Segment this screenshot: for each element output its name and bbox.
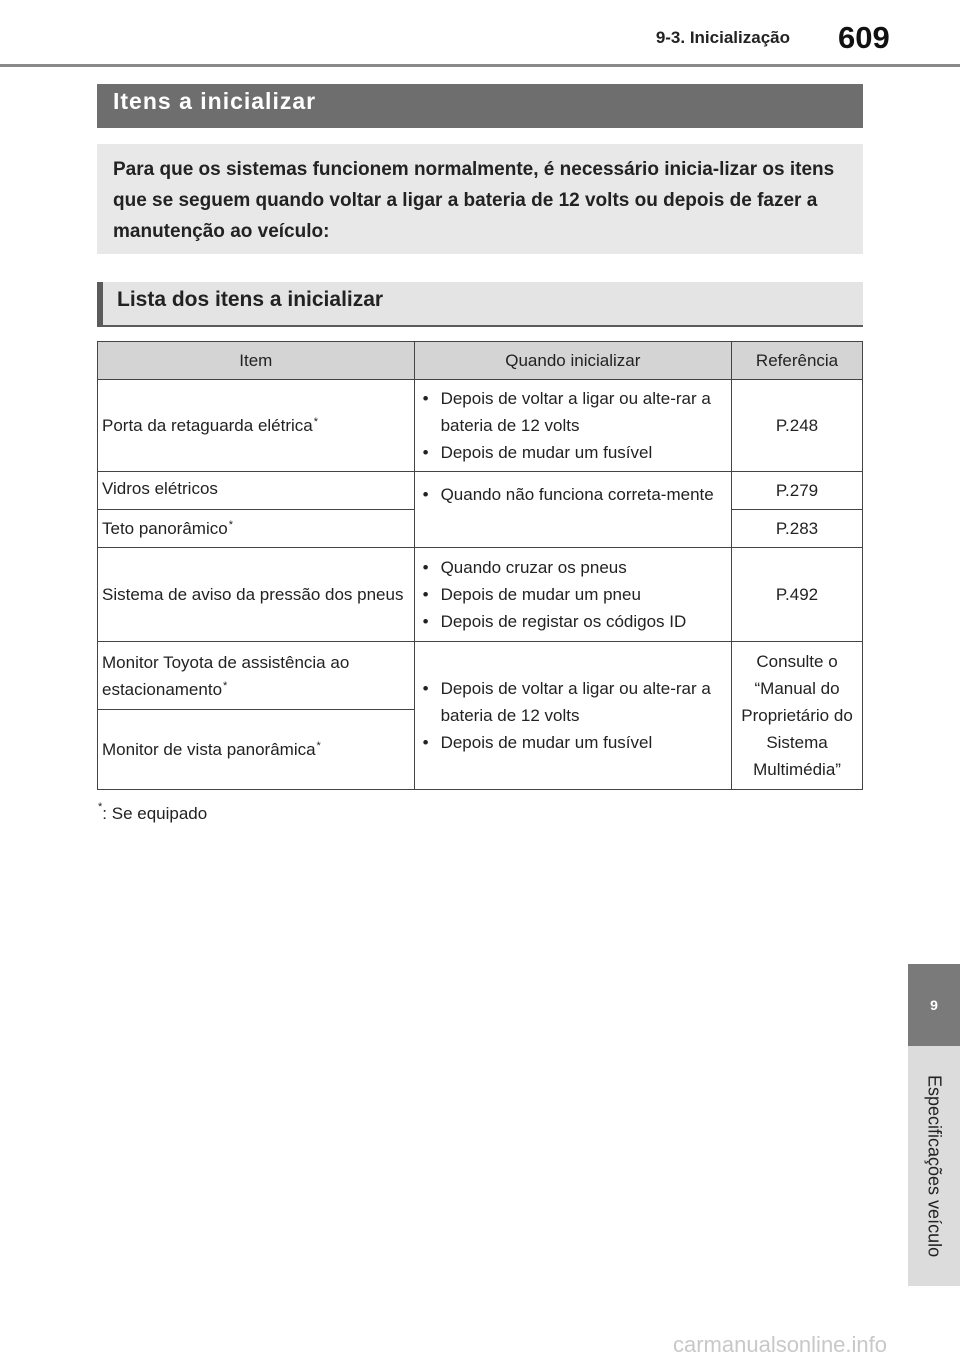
intro-box (97, 144, 863, 254)
subheading-bar (97, 282, 863, 327)
when-list (419, 385, 727, 466)
table-row (98, 642, 863, 710)
initialization-table (97, 341, 863, 790)
footnote-text: : Se equipado (102, 804, 208, 823)
item-name: Vidros elétricos (102, 479, 218, 498)
item-cell (98, 510, 415, 548)
when-list (419, 554, 727, 635)
list-item: • Depois de registar os códigos ID (419, 608, 727, 635)
reference-cell: P.248 (732, 380, 863, 472)
list-item: • Depois de voltar a ligar ou alte-rar a bateria de 12 volts (419, 385, 727, 439)
list-item: • Depois de mudar um fusível (419, 729, 727, 756)
when-list (419, 481, 727, 508)
when-cell (414, 642, 731, 790)
section-title: Itens a inicializar (113, 88, 317, 114)
header-divider (0, 64, 960, 67)
when-cell (414, 548, 731, 642)
list-item: • Depois de mudar um fusível (419, 439, 727, 466)
list-item: • Quando cruzar os pneus (419, 554, 727, 581)
reference-cell: P.492 (732, 548, 863, 642)
subheading-text: Lista dos itens a inicializar (117, 288, 384, 311)
item-cell (98, 642, 415, 710)
item-cell (98, 380, 415, 472)
item-cell (98, 710, 415, 790)
list-item: • Depois de mudar um pneu (419, 581, 727, 608)
when-cell (414, 380, 731, 472)
footnote (97, 801, 208, 824)
section-title-bar (97, 84, 863, 128)
item-name: Teto panorâmico (102, 519, 228, 538)
table-row (98, 380, 863, 472)
item-name: Porta da retaguarda elétrica (102, 416, 313, 435)
item-name: Monitor Toyota de assistência ao estacionamento (102, 652, 350, 699)
intro-text: Para que os sistemas funcionem normalmente, é necessário inicia-lizar os itens que se seguem quando voltar a ligar a bateria de 12 volts ou depois de fazer a manutenção ao veículo: (113, 159, 835, 242)
column-header-item: Item (98, 342, 415, 380)
reference-cell: P.283 (732, 510, 863, 548)
list-item: • Depois de voltar a ligar ou alte-rar a bateria de 12 volts (419, 675, 727, 729)
table-row (98, 548, 863, 642)
reference-cell: P.279 (732, 472, 863, 510)
equipped-marker: * (313, 416, 319, 428)
item-cell (98, 548, 415, 642)
column-header-reference: Referência (732, 342, 863, 380)
page-number: 609 (838, 20, 890, 55)
when-cell (414, 472, 731, 548)
chapter-tab-label: Especificações veículo (908, 1046, 960, 1286)
when-list (419, 675, 727, 756)
reference-cell: Consulte o “Manual do Proprietário do Sistema Multimédia” (732, 642, 863, 790)
running-header-title: 9-3. Inicialização (655, 28, 790, 47)
column-header-when: Quando inicializar (414, 342, 731, 380)
item-name: Monitor de vista panorâmica (102, 740, 316, 759)
footnote-marker: * (98, 801, 103, 813)
equipped-marker: * (228, 519, 233, 531)
table-header-row (98, 342, 863, 380)
chapter-tab-number: 9 (908, 964, 960, 1046)
list-item: • Quando não funciona correta-mente (419, 481, 727, 508)
item-cell (98, 472, 415, 510)
equipped-marker: * (223, 679, 228, 692)
watermark: carmanualsonline.info (600, 1328, 960, 1362)
item-name: Sistema de aviso da pressão dos pneus (102, 585, 404, 604)
table-row (98, 472, 863, 510)
equipped-marker: * (316, 740, 321, 752)
